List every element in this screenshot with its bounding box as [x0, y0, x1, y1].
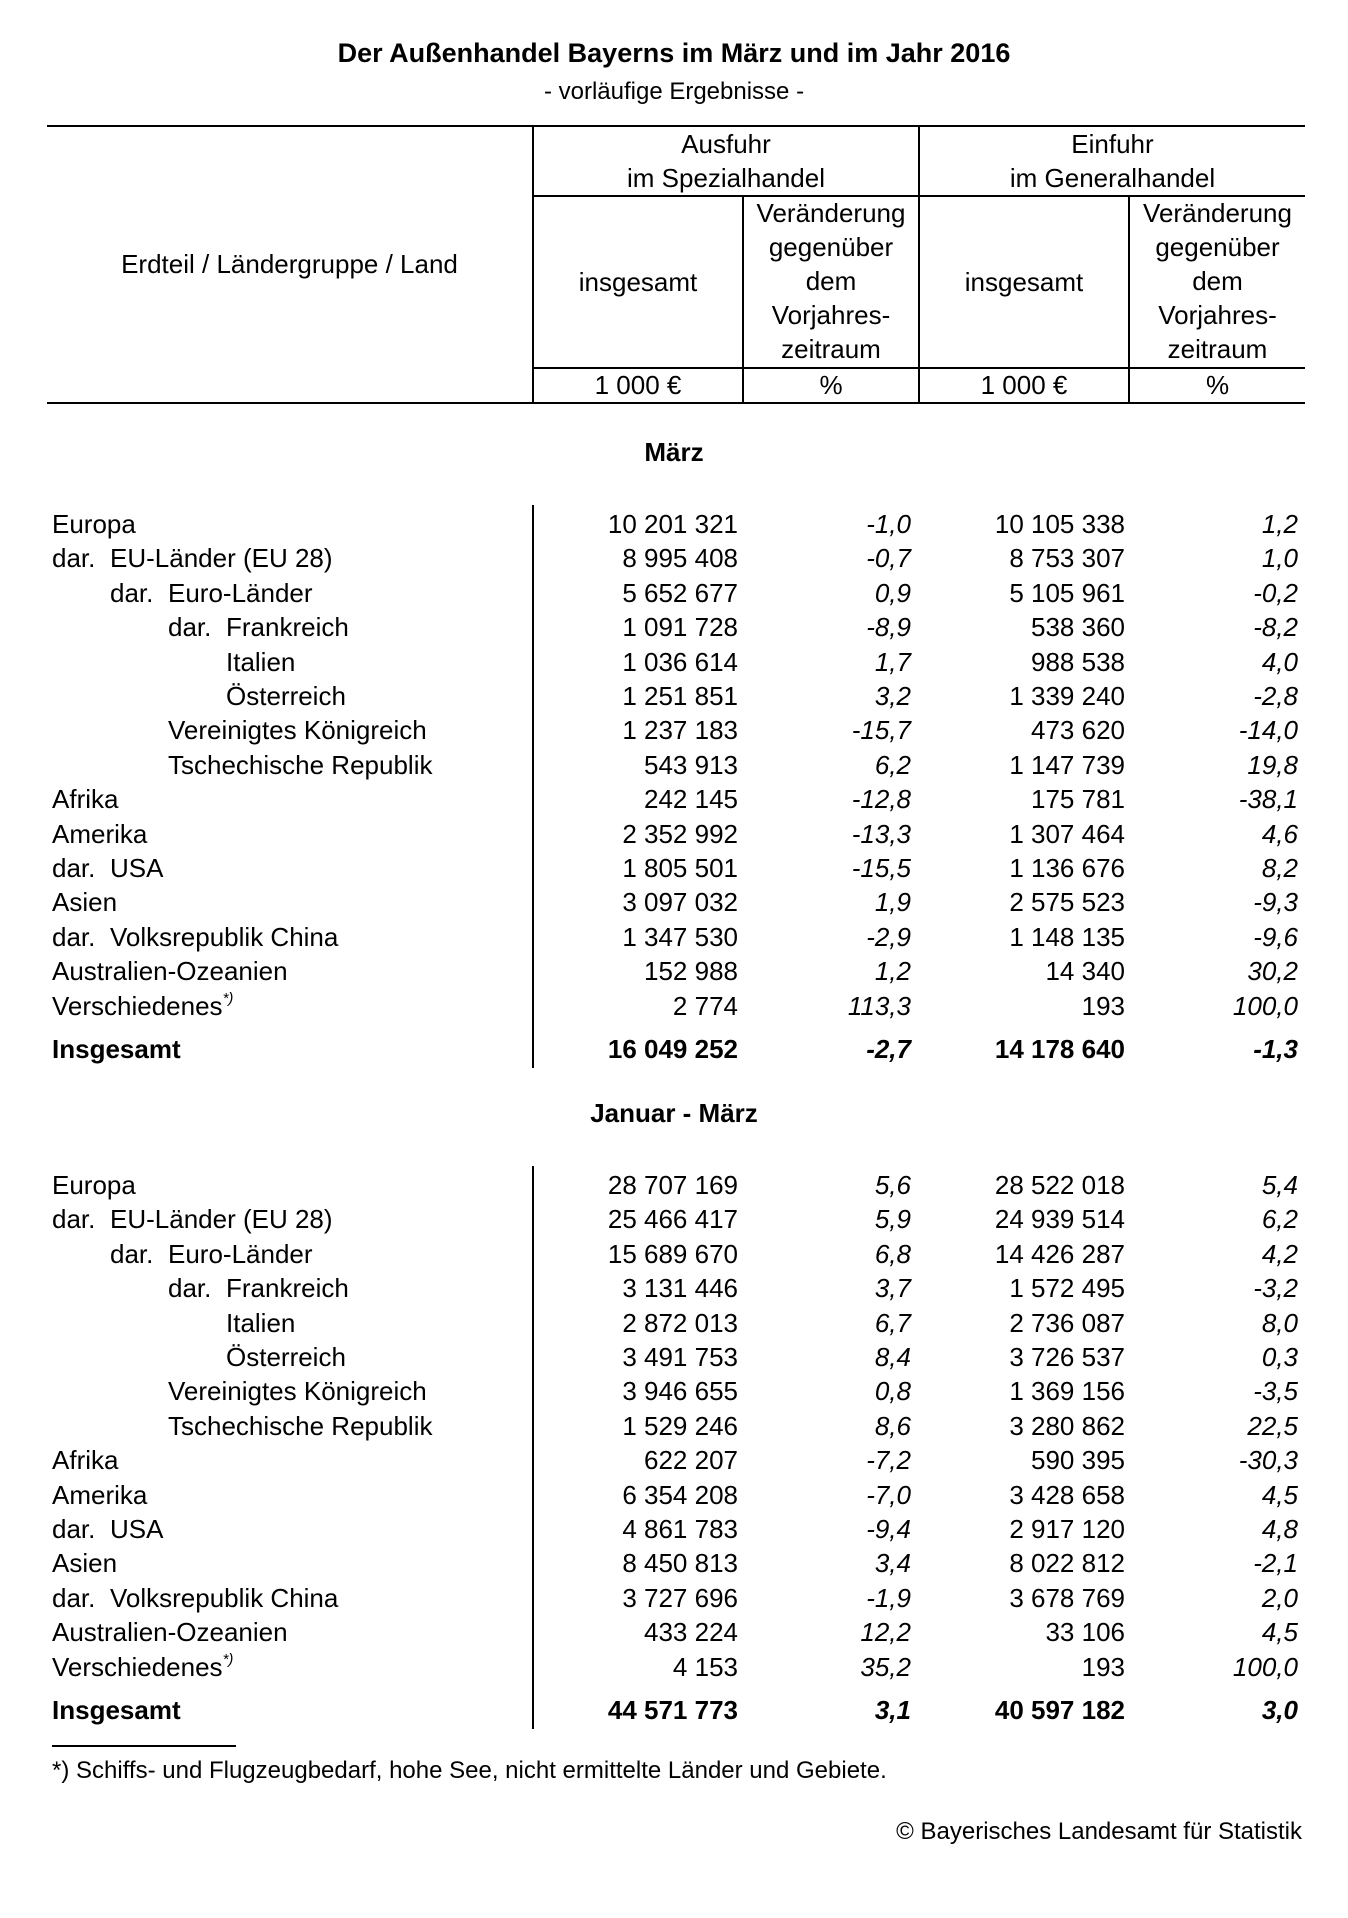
import-value: 175 781	[1031, 784, 1125, 814]
export-value: 2 872 013	[622, 1308, 738, 1338]
header-import-change-line: Vorjahres-	[1158, 300, 1277, 330]
row-label-text: Australien-Ozeanien	[52, 1617, 288, 1647]
export-value: 2 774	[672, 991, 738, 1021]
table-row	[0, 645, 1348, 679]
row-label-text: Afrika	[52, 1445, 119, 1475]
footnote-rule	[52, 1745, 236, 1747]
export-value: 1 529 246	[622, 1411, 738, 1441]
row-label	[52, 1650, 233, 1684]
footnote-mark: *)	[222, 990, 234, 1007]
import-value: 3 726 537	[1009, 1342, 1125, 1372]
row-label	[110, 851, 163, 885]
row-label	[110, 920, 338, 954]
import-value: 3 678 769	[1009, 1583, 1125, 1613]
import-value: 590 395	[1031, 1445, 1125, 1475]
section-heading: März	[644, 437, 704, 467]
import-change: -3,2	[1253, 1273, 1298, 1303]
row-label-text: Amerika	[52, 819, 148, 849]
total-export-change: 3,1	[874, 1695, 911, 1725]
import-change: 4,5	[1261, 1480, 1298, 1510]
import-change: -3,5	[1253, 1376, 1298, 1406]
import-value: 473 620	[1031, 715, 1125, 745]
header-export-group-line2: im Spezialhandel	[626, 163, 825, 193]
page-subtitle: - vorläufige Ergebnisse -	[543, 78, 805, 105]
table-row	[0, 1512, 1348, 1546]
import-change: -9,6	[1253, 922, 1298, 952]
export-change: 1,7	[874, 647, 911, 677]
row-label	[52, 507, 136, 541]
export-value: 1 347 530	[622, 922, 738, 952]
import-value: 1 572 495	[1009, 1273, 1125, 1303]
import-change: -2,1	[1253, 1548, 1298, 1578]
page-title: Der Außenhandel Bayerns im März und im Jahr 2016	[337, 38, 1011, 68]
row-label-text: Verschiedenes	[52, 991, 223, 1021]
table-row	[0, 679, 1348, 713]
row-label-text: Euro-Länder	[168, 578, 313, 608]
row-prefix: dar.	[110, 578, 154, 608]
export-change: -7,2	[866, 1445, 911, 1475]
table-row	[0, 989, 1348, 1023]
export-change: 8,6	[874, 1411, 911, 1441]
import-value: 8 022 812	[1009, 1548, 1125, 1578]
header-export-total: insgesamt	[578, 267, 698, 297]
import-change: 4,5	[1261, 1617, 1298, 1647]
label-column-divider	[532, 505, 534, 1068]
row-label-text: Volksrepublik China	[110, 922, 339, 952]
row-label	[168, 576, 313, 610]
row-label	[226, 645, 295, 679]
import-value: 1 339 240	[1009, 681, 1125, 711]
export-change: -15,5	[851, 853, 911, 883]
import-value: 14 340	[1045, 956, 1125, 986]
table-row	[0, 576, 1348, 610]
row-label	[226, 610, 349, 644]
row-label	[52, 885, 117, 919]
export-value: 543 913	[644, 750, 738, 780]
row-label-text: Europa	[52, 1170, 136, 1200]
import-value: 28 522 018	[994, 1170, 1125, 1200]
total-export-value: 44 571 773	[607, 1695, 738, 1725]
export-value: 433 224	[644, 1617, 738, 1647]
row-label-text: Frankreich	[226, 612, 349, 642]
import-change: 5,4	[1261, 1170, 1298, 1200]
row-label	[226, 1271, 349, 1305]
export-change: 3,7	[874, 1273, 911, 1303]
table-row	[0, 885, 1348, 919]
import-change: -14,0	[1238, 715, 1298, 745]
table-row	[0, 1306, 1348, 1340]
header-export-change-line: dem	[805, 266, 857, 296]
export-change: -13,3	[851, 819, 911, 849]
export-change: 3,2	[874, 681, 911, 711]
import-change: 4,0	[1261, 647, 1298, 677]
table-row	[0, 1340, 1348, 1374]
row-label	[52, 817, 147, 851]
header-export-group-line1: Ausfuhr	[681, 129, 771, 159]
row-label-text: Tschechische Republik	[168, 750, 433, 780]
export-value: 25 466 417	[607, 1204, 738, 1234]
row-label-text: Asien	[52, 1548, 118, 1578]
export-change: -1,0	[866, 509, 911, 539]
export-value: 5 652 677	[622, 578, 738, 608]
table-row	[0, 1202, 1348, 1236]
row-label-text: Asien	[52, 887, 118, 917]
total-export-value: 16 049 252	[607, 1034, 738, 1064]
import-value: 3 280 862	[1009, 1411, 1125, 1441]
total-import-value: 14 178 640	[994, 1034, 1125, 1064]
export-change: 113,3	[847, 991, 911, 1021]
row-label-text: EU-Länder (EU 28)	[110, 1204, 333, 1234]
export-value: 622 207	[644, 1445, 738, 1475]
total-import-change: 3,0	[1261, 1695, 1298, 1725]
row-label-text: Frankreich	[226, 1273, 349, 1303]
row-label	[52, 1168, 136, 1202]
footnote: *) Schiffs- und Flugzeugbedarf, hohe See, nicht ermittelte Länder und Gebiete.	[52, 1757, 887, 1784]
import-value: 1 136 676	[1009, 853, 1125, 883]
header-import-total: insgesamt	[964, 267, 1084, 297]
import-value: 193	[1081, 991, 1125, 1021]
row-label	[110, 1512, 163, 1546]
import-value: 1 148 135	[1009, 922, 1125, 952]
export-change: 0,9	[874, 578, 911, 608]
total-export-change: -2,7	[866, 1034, 911, 1064]
export-value: 1 251 851	[622, 681, 738, 711]
import-change: 8,2	[1261, 853, 1298, 883]
row-label-text: Afrika	[52, 784, 119, 814]
row-prefix: dar.	[52, 1514, 96, 1544]
import-value: 538 360	[1031, 612, 1125, 642]
row-prefix: dar.	[168, 612, 212, 642]
export-value: 4 861 783	[622, 1514, 738, 1544]
header-export-change-line: Veränderung	[756, 198, 906, 228]
table-row	[0, 541, 1348, 575]
row-label	[168, 1409, 432, 1443]
row-label-text: Vereinigtes Königreich	[168, 1376, 427, 1406]
export-change: 5,9	[874, 1204, 911, 1234]
import-change: -9,3	[1253, 887, 1298, 917]
export-change: -0,7	[866, 543, 911, 573]
export-value: 152 988	[644, 956, 738, 986]
export-change: -1,9	[866, 1583, 911, 1613]
table-row	[0, 1478, 1348, 1512]
row-prefix: dar.	[52, 922, 96, 952]
table-row	[0, 507, 1348, 541]
row-label	[52, 1546, 117, 1580]
row-label-text: Euro-Länder	[168, 1239, 313, 1269]
row-label	[226, 679, 346, 713]
table-row	[0, 920, 1348, 954]
footnote-mark: *)	[222, 1651, 234, 1668]
export-change: -12,8	[851, 784, 911, 814]
table-row	[0, 1546, 1348, 1580]
import-change: 19,8	[1247, 750, 1298, 780]
import-change: 22,5	[1247, 1411, 1298, 1441]
row-prefix: dar.	[168, 1273, 212, 1303]
row-label-text: Amerika	[52, 1480, 148, 1510]
export-value: 3 491 753	[622, 1342, 738, 1372]
unit-import-percent: %	[1205, 370, 1230, 400]
import-value: 1 307 464	[1009, 819, 1125, 849]
header-row-label: Erdteil / Ländergruppe / Land	[121, 249, 458, 279]
import-change: 8,0	[1261, 1308, 1298, 1338]
import-change: 100,0	[1232, 1652, 1298, 1682]
header-import-change-line: dem	[1192, 266, 1243, 296]
header-export-change-line: zeitraum	[781, 334, 881, 364]
import-value: 1 147 739	[1009, 750, 1125, 780]
export-value: 3 131 446	[622, 1273, 738, 1303]
export-value: 15 689 670	[607, 1239, 738, 1269]
import-change: -30,3	[1238, 1445, 1298, 1475]
export-value: 1 237 183	[622, 715, 738, 745]
header-import-change-line: zeitraum	[1167, 334, 1268, 364]
row-label-text: Europa	[52, 509, 136, 539]
header-export-change-line: gegenüber	[768, 232, 894, 262]
export-value: 10 201 321	[607, 509, 738, 539]
import-value: 8 753 307	[1009, 543, 1125, 573]
export-change: -2,9	[866, 922, 911, 952]
export-change: 8,4	[874, 1342, 911, 1372]
import-value: 2 575 523	[1009, 887, 1125, 917]
table-row	[0, 1168, 1348, 1202]
import-change: 2,0	[1261, 1583, 1298, 1613]
table-row	[0, 954, 1348, 988]
header-export-change	[744, 196, 918, 366]
import-change: -0,2	[1253, 578, 1298, 608]
row-label	[226, 1306, 295, 1340]
row-label-text: Italien	[226, 647, 296, 677]
export-change: 1,2	[874, 956, 911, 986]
unit-import-value: 1 000 €	[980, 370, 1068, 400]
export-value: 3 097 032	[622, 887, 738, 917]
export-value: 1 805 501	[622, 853, 738, 883]
import-change: 4,6	[1261, 819, 1298, 849]
export-value: 8 450 813	[622, 1548, 738, 1578]
row-label	[52, 954, 288, 988]
unit-export-value: 1 000 €	[594, 370, 682, 400]
row-label-text: USA	[110, 1514, 164, 1544]
total-import-change: -1,3	[1253, 1034, 1298, 1064]
row-label-text: EU-Länder (EU 28)	[110, 543, 333, 573]
row-label	[52, 1478, 147, 1512]
table-row	[0, 851, 1348, 885]
import-value: 2 917 120	[1009, 1514, 1125, 1544]
row-prefix: dar.	[52, 853, 96, 883]
table-row	[0, 1443, 1348, 1477]
export-change: 35,2	[860, 1652, 911, 1682]
table-row	[0, 1409, 1348, 1443]
export-value: 242 145	[644, 784, 738, 814]
export-value: 3 946 655	[622, 1376, 738, 1406]
export-change: 3,4	[874, 1548, 911, 1578]
import-change: 0,3	[1261, 1342, 1298, 1372]
table-row	[0, 1374, 1348, 1408]
total-label: Insgesamt	[52, 1695, 181, 1725]
table-row	[0, 1581, 1348, 1615]
label-column-divider	[532, 1166, 534, 1729]
table-row	[0, 610, 1348, 644]
import-value: 33 106	[1045, 1617, 1125, 1647]
table-row	[0, 1615, 1348, 1649]
export-change: -15,7	[851, 715, 911, 745]
export-change: 1,9	[874, 887, 911, 917]
header-import-group-line1: Einfuhr	[1071, 129, 1154, 159]
row-label	[226, 1340, 346, 1374]
copyright: © Bayerisches Landesamt für Statistik	[896, 1818, 1302, 1845]
table-row	[0, 1650, 1348, 1684]
import-value: 3 428 658	[1009, 1480, 1125, 1510]
row-label-text: Volksrepublik China	[110, 1583, 339, 1613]
row-label	[110, 1202, 333, 1236]
import-change: -2,8	[1253, 681, 1298, 711]
row-label	[168, 1237, 313, 1271]
export-change: 6,2	[874, 750, 911, 780]
table-row	[0, 1237, 1348, 1271]
export-change: 12,2	[860, 1617, 911, 1647]
export-value: 3 727 696	[622, 1583, 738, 1613]
header-export-change-line: Vorjahres-	[771, 300, 891, 330]
row-label-text: Australien-Ozeanien	[52, 956, 288, 986]
row-label-text: USA	[110, 853, 164, 883]
import-change: -38,1	[1238, 784, 1298, 814]
import-change: -8,2	[1253, 612, 1298, 642]
total-row	[0, 1693, 1348, 1727]
row-prefix: dar.	[52, 1204, 96, 1234]
row-label	[168, 713, 427, 747]
total-import-value: 40 597 182	[994, 1695, 1125, 1725]
row-label	[52, 989, 233, 1023]
import-change: 100,0	[1232, 991, 1298, 1021]
export-value: 1 091 728	[622, 612, 738, 642]
row-label-text: Verschiedenes	[52, 1652, 223, 1682]
header-import-group-line2: im Generalhandel	[1009, 163, 1216, 193]
import-value: 5 105 961	[1009, 578, 1125, 608]
export-value: 4 153	[672, 1652, 738, 1682]
import-change: 1,2	[1261, 509, 1298, 539]
import-change: 1,0	[1261, 543, 1298, 573]
import-value: 10 105 338	[994, 509, 1125, 539]
row-label	[52, 1615, 288, 1649]
import-value: 193	[1081, 1652, 1125, 1682]
import-change: 30,2	[1247, 956, 1298, 986]
export-value: 2 352 992	[622, 819, 738, 849]
table-row	[0, 1271, 1348, 1305]
header-import-change	[1130, 196, 1305, 366]
total-label: Insgesamt	[52, 1034, 181, 1064]
export-value: 8 995 408	[622, 543, 738, 573]
row-label	[110, 541, 333, 575]
row-prefix: dar.	[52, 1583, 96, 1613]
row-label-text: Österreich	[226, 1342, 346, 1372]
row-prefix: dar.	[52, 543, 96, 573]
section-heading: Januar - März	[590, 1098, 758, 1128]
header-import-change-line: Veränderung	[1143, 198, 1292, 228]
import-value: 2 736 087	[1009, 1308, 1125, 1338]
row-label-text: Italien	[226, 1308, 296, 1338]
total-row	[0, 1032, 1348, 1066]
import-value: 988 538	[1031, 647, 1125, 677]
export-change: -9,4	[866, 1514, 911, 1544]
import-change: 6,2	[1261, 1204, 1298, 1234]
import-value: 1 369 156	[1009, 1376, 1125, 1406]
export-change: 5,6	[874, 1170, 911, 1200]
export-change: -7,0	[866, 1480, 911, 1510]
import-value: 24 939 514	[994, 1204, 1125, 1234]
row-label	[52, 1443, 118, 1477]
export-value: 28 707 169	[607, 1170, 738, 1200]
row-label-text: Österreich	[226, 681, 346, 711]
import-change: 4,8	[1261, 1514, 1298, 1544]
import-value: 14 426 287	[994, 1239, 1125, 1269]
export-change: -8,9	[866, 612, 911, 642]
export-value: 6 354 208	[622, 1480, 738, 1510]
table-row	[0, 748, 1348, 782]
table-row	[0, 782, 1348, 816]
header-import-change-line: gegenüber	[1155, 232, 1280, 262]
row-prefix: dar.	[110, 1239, 154, 1269]
header-bottom-rule	[47, 402, 1305, 404]
row-label	[52, 782, 118, 816]
row-label-text: Vereinigtes Königreich	[168, 715, 427, 745]
export-change: 6,7	[874, 1308, 911, 1338]
table-row	[0, 817, 1348, 851]
export-change: 6,8	[874, 1239, 911, 1269]
row-label	[168, 1374, 427, 1408]
export-change: 0,8	[874, 1376, 911, 1406]
import-change: 4,2	[1261, 1239, 1298, 1269]
table-row	[0, 713, 1348, 747]
unit-export-percent: %	[819, 370, 843, 400]
row-label-text: Tschechische Republik	[168, 1411, 433, 1441]
row-label	[110, 1581, 338, 1615]
row-label	[168, 748, 432, 782]
export-value: 1 036 614	[622, 647, 738, 677]
